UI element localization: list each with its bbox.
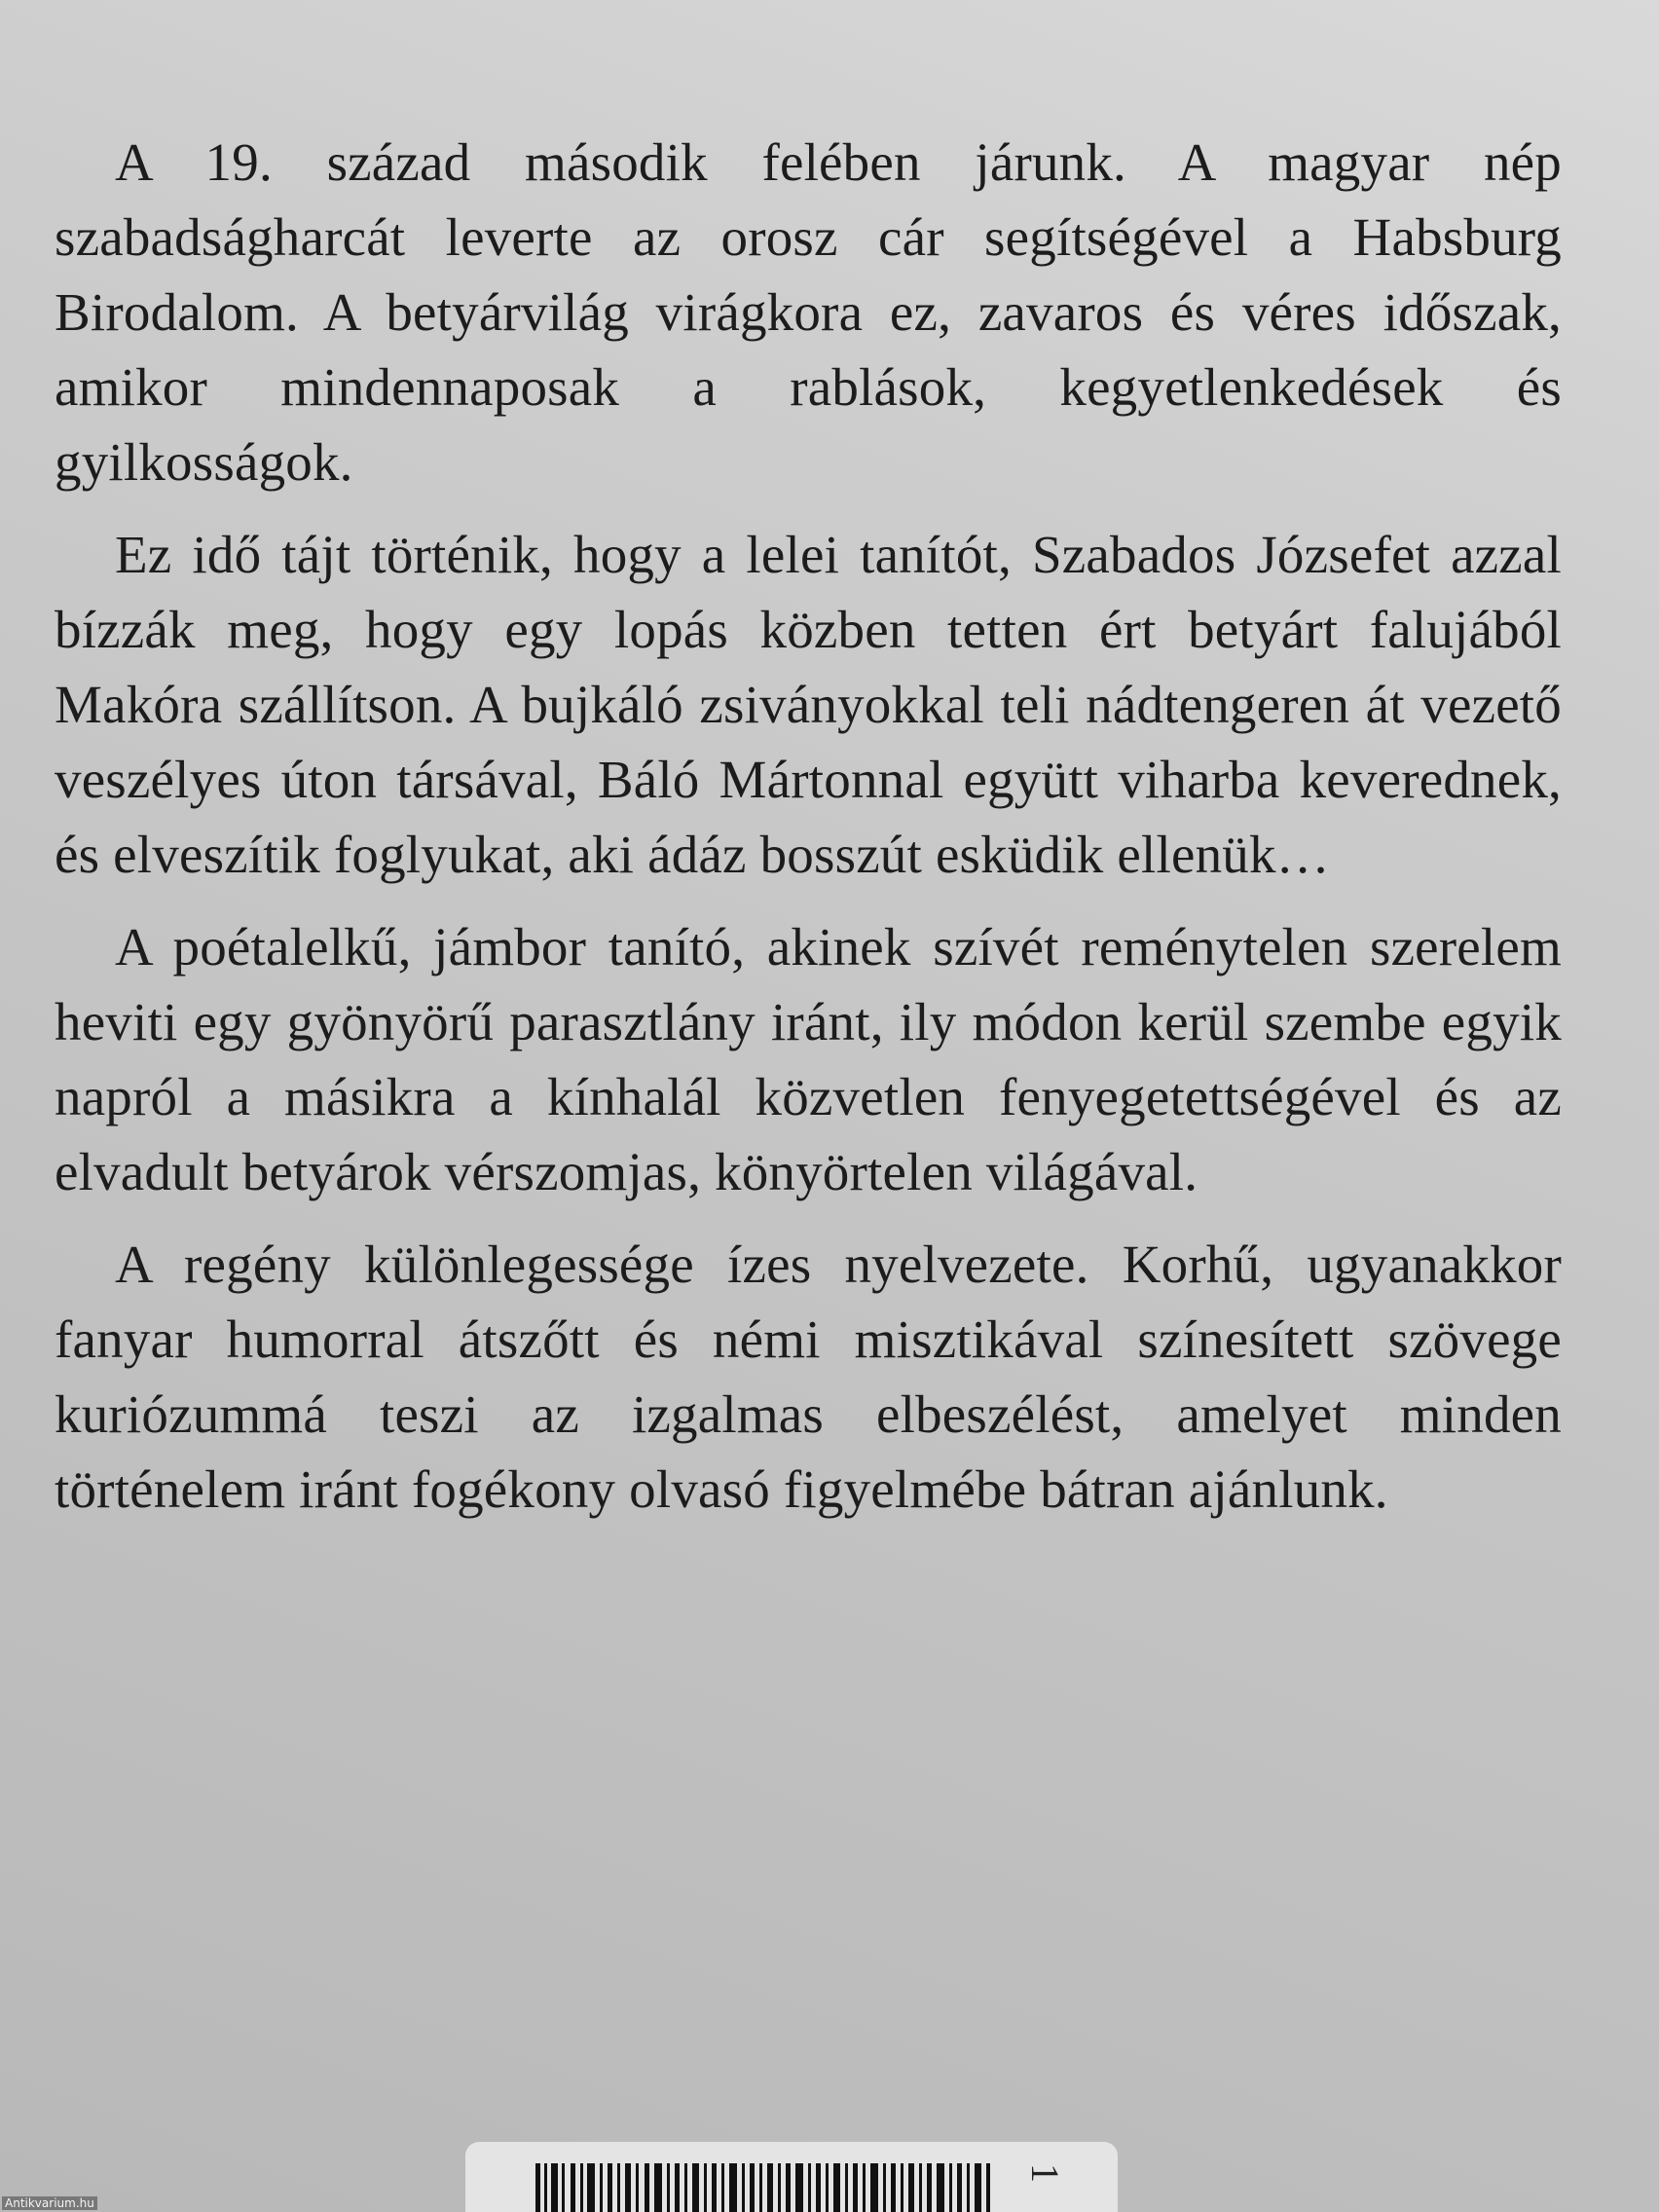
blurb-text xyxy=(55,125,1562,1544)
barcode-label xyxy=(465,2142,1118,2212)
paragraph-3: A poétalelkű, jámbor tanító, akinek szívét reménytelen szerelem heviti egy gyönyörű parasztlány iránt, ily módon kerül szembe egyik napról a másikra a kínhalál közvetlen fenyegetettségével és az elvadult betyárok vérszomjas, könyörtelen világával. xyxy=(55,917,1562,1201)
barcode-digit: 1 xyxy=(1023,2163,1067,2183)
paragraph-4: A regény különlegessége ízes nyelvezete. Korhű, ugyanakkor fanyar humorral átszőtt és némi misztikával színesített szövege kuriózummá teszi az izgalmas elbeszélést, amelyet minden történelem iránt fogékony olvasó figyelmébe bátran ajánlunk. xyxy=(55,1235,1562,1519)
paragraph-2: Ez idő tájt történik, hogy a lelei tanítót, Szabados Józsefet azzal bízzák meg, hogy egy lopás közben tetten ért betyárt falujából Makóra szállítson. A bujkáló zsiványokkal teli nádtengeren át vezető veszélyes úton társával, Báló Mártonnal együtt viharba keverednek, és elveszítik foglyukat, aki ádáz bosszút esküdik ellenük… xyxy=(55,525,1562,884)
barcode-icon xyxy=(535,2163,993,2212)
watermark: Antikvarium.hu xyxy=(2,2196,97,2210)
paragraph-1: A 19. század második felében járunk. A magyar nép szabadságharcát leverte az orosz cár segítségével a Habsburg Birodalom. A betyárvilág virágkora ez, zavaros és véres időszak, amikor mindennaposak a rablások, kegyetlenkedések és gyilkosságok. xyxy=(55,132,1562,492)
